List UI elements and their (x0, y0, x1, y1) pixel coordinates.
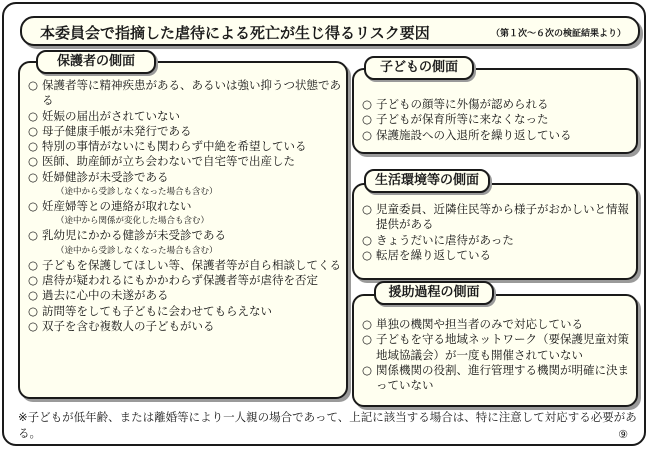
list-item-text: 双子を含む複数人の子どもがいる (42, 318, 215, 333)
list-item-text: 虐待が疑われるにもかかわらず保護者等が虐待を否定 (42, 272, 318, 287)
support-list (360, 317, 632, 393)
guardian-heading: 保護者の側面 (36, 50, 156, 74)
list-item-text: 訪問等をしても子どもに会わせてもらえない (42, 303, 272, 318)
list-item-text: 妊娠の届出がされていない (42, 108, 180, 123)
circle-bullet-icon: ○ (362, 232, 373, 247)
list-item (26, 139, 342, 154)
list-item-text: 子どもの顔等に外傷が認められる (376, 97, 549, 111)
list-item-text: きょうだいに虐待があった (376, 232, 514, 247)
circle-bullet-icon: ○ (28, 303, 39, 318)
circle-bullet-icon: ○ (362, 97, 373, 111)
list-item (26, 124, 342, 139)
list-item (360, 97, 632, 112)
circle-bullet-icon: ○ (28, 123, 39, 138)
list-item (26, 199, 342, 214)
circle-bullet-icon: ○ (28, 78, 39, 92)
page-number: ⑨ (618, 428, 628, 441)
list-item-text: 子どもを保護してほしい等、保護者等が自ら相談してくる (42, 257, 341, 272)
list-item (360, 112, 632, 127)
environment-list (360, 202, 632, 263)
list-item-text: 母子健康手帳が未発行である (42, 123, 192, 138)
circle-bullet-icon: ○ (28, 288, 39, 303)
list-item-text: 医師、助産師が立ち会わないで自宅等で出産した (42, 154, 295, 169)
circle-bullet-icon: ○ (28, 257, 39, 272)
list-item-text: 児童委員、近隣住民等から様子がおかしいと情報提供がある (376, 202, 629, 232)
list-item (360, 248, 632, 263)
list-item (360, 233, 632, 248)
list-item-text: 保護施設への入退所を繰り返している (376, 127, 572, 142)
list-item (26, 273, 342, 288)
list-item-note: （途中から関係が変化した場合も含む） (56, 216, 210, 227)
circle-bullet-icon: ○ (28, 272, 39, 287)
list-item-text: 妊産婦等との連絡が取れない (42, 199, 192, 214)
list-item-text: 子どもが保育所等に来なくなった (376, 112, 549, 127)
list-item (26, 288, 342, 303)
list-item-text: 過去に心中の未遂がある (42, 288, 169, 303)
list-item (360, 332, 632, 363)
list-item (26, 154, 342, 169)
list-item (360, 128, 632, 143)
list-item-text: 単独の機関や担当者のみで対応している (376, 317, 583, 331)
circle-bullet-icon: ○ (28, 318, 39, 333)
list-item-note: （途中から受診しなくなった場合も含む） (56, 187, 218, 198)
list-item-text: 子どもを守る地域ネットワーク（要保護児童対策地域協議会）が一度も開催されていない (376, 332, 629, 362)
title-subtitle: （第１次～６次の検証結果より） (490, 29, 626, 39)
list-item-text: 関係機関の役割、進行管理する機関が明確に決まっていない (376, 362, 629, 393)
circle-bullet-icon: ○ (362, 112, 373, 127)
circle-bullet-icon: ○ (362, 317, 373, 331)
list-item (360, 317, 632, 332)
list-item (26, 170, 342, 185)
list-item (26, 258, 342, 273)
list-item-note: （途中から受診しなくなった場合も含む） (56, 245, 218, 256)
list-item-text: 乳幼児にかかる健診が未受診である (42, 228, 226, 243)
list-item-text: 保護者等に精神疾患がある、あるいは強い抑うつ状態である (42, 78, 341, 108)
circle-bullet-icon: ○ (362, 127, 373, 142)
list-item (360, 363, 632, 394)
list-item (26, 319, 342, 334)
list-item (26, 109, 342, 124)
slide-frame (2, 2, 646, 446)
child-heading: 子どもの側面 (364, 56, 474, 80)
list-item (360, 202, 632, 233)
circle-bullet-icon: ○ (28, 154, 39, 169)
list-item-text: 転居を繰り返している (376, 247, 491, 262)
circle-bullet-icon: ○ (362, 362, 373, 377)
support-heading: 援助過程の側面 (374, 281, 494, 305)
footnote: ※子どもが低年齢、または離婚等により一人親の場合であって、上記に該当する場合は、特に注意して対応する必要がある。 (18, 410, 637, 440)
list-item (26, 78, 342, 109)
list-item (26, 304, 342, 319)
guardian-list (26, 78, 342, 334)
list-item (26, 228, 342, 243)
circle-bullet-icon: ○ (28, 139, 39, 154)
title-main: 本委員会で指摘した虐待による死亡が生じ得るリスク要因 (40, 24, 430, 42)
circle-bullet-icon: ○ (28, 108, 39, 123)
child-list (360, 97, 632, 143)
list-item-text: 特別の事情がないにも関わらず中絶を希望している (42, 139, 307, 154)
circle-bullet-icon: ○ (28, 169, 39, 184)
slide-title (20, 16, 640, 46)
circle-bullet-icon: ○ (362, 332, 373, 347)
circle-bullet-icon: ○ (362, 247, 373, 262)
environment-heading: 生活環境等の側面 (364, 169, 490, 193)
list-item-text: 妊婦健診が未受診である (42, 169, 169, 184)
circle-bullet-icon: ○ (362, 202, 373, 216)
circle-bullet-icon: ○ (28, 228, 39, 243)
circle-bullet-icon: ○ (28, 199, 39, 214)
